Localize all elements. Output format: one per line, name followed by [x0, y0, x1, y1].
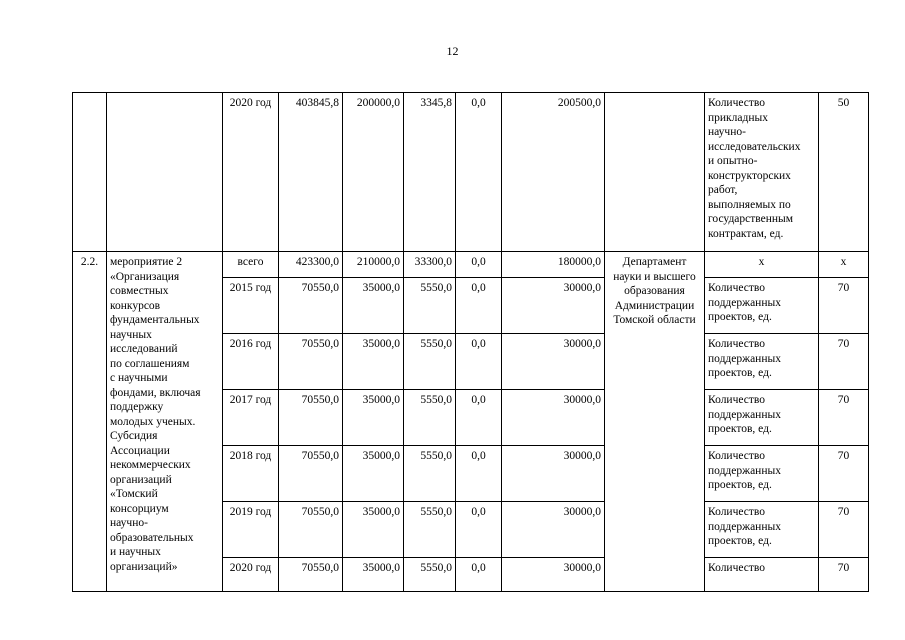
indicator-cell: Количество поддержанных проектов, ед. — [705, 502, 819, 558]
extrabudgetary-cell: 30000,0 — [502, 446, 605, 502]
measure-description: мероприятие 2 «Организация совместных конкурсов фундаментальных научных исследований по соглашениям с научными фондами, включая поддержку молодых ученых. Субсидия Ассоциации некоммерческих организаций «Томский консорциум научно- образовательных и научных организаций» — [107, 252, 223, 592]
federal-budget-cell: 35000,0 — [343, 390, 404, 446]
year-cell: 2019 год — [223, 502, 279, 558]
local-budget-cell: 0,0 — [456, 446, 502, 502]
indicator-value-cell: 50 — [819, 93, 869, 252]
local-budget-cell: 0,0 — [456, 252, 502, 278]
local-budget-cell: 0,0 — [456, 502, 502, 558]
indicator-cell: х — [705, 252, 819, 278]
number-cell — [73, 93, 107, 252]
page-number: 12 — [446, 44, 459, 58]
year-cell: 2016 год — [223, 334, 279, 390]
indicator-cell: Количество поддержанных проектов, ед. — [705, 446, 819, 502]
indicator-value-cell: 70 — [819, 502, 869, 558]
federal-budget-cell: 35000,0 — [343, 502, 404, 558]
table-row — [73, 252, 869, 278]
total-cell: 70550,0 — [279, 446, 343, 502]
regional-budget-cell: 5550,0 — [404, 278, 456, 334]
year-cell: 2017 год — [223, 390, 279, 446]
program-measures-table — [72, 92, 869, 592]
local-budget-cell: 0,0 — [456, 278, 502, 334]
federal-budget-cell: 35000,0 — [343, 446, 404, 502]
federal-budget-cell: 35000,0 — [343, 558, 404, 592]
regional-budget-cell: 5550,0 — [404, 390, 456, 446]
local-budget-cell: 0,0 — [456, 334, 502, 390]
indicator-value-cell: 70 — [819, 390, 869, 446]
federal-budget-cell: 210000,0 — [343, 252, 404, 278]
indicator-cell: Количество прикладных научно- исследовательских и опытно- конструкторских работ, выполняемых по государственным контрактам, ед. — [705, 93, 819, 252]
indicator-value-cell: 70 — [819, 558, 869, 592]
extrabudgetary-cell: 200500,0 — [502, 93, 605, 252]
total-cell: 423300,0 — [279, 252, 343, 278]
local-budget-cell: 0,0 — [456, 558, 502, 592]
regional-budget-cell: 3345,8 — [404, 93, 456, 252]
indicator-value-cell: 70 — [819, 446, 869, 502]
total-cell: 70550,0 — [279, 278, 343, 334]
total-cell: 70550,0 — [279, 334, 343, 390]
federal-budget-cell: 200000,0 — [343, 93, 404, 252]
indicator-cell: Количество — [705, 558, 819, 592]
year-cell: 2018 год — [223, 446, 279, 502]
measure-executor: Департамент науки и высшего образования Администрации Томской области — [605, 252, 705, 592]
extrabudgetary-cell: 30000,0 — [502, 278, 605, 334]
regional-budget-cell: 33300,0 — [404, 252, 456, 278]
executor-cell — [605, 93, 705, 252]
regional-budget-cell: 5550,0 — [404, 502, 456, 558]
indicator-cell: Количество поддержанных проектов, ед. — [705, 334, 819, 390]
extrabudgetary-cell: 30000,0 — [502, 502, 605, 558]
indicator-cell: Количество поддержанных проектов, ед. — [705, 390, 819, 446]
extrabudgetary-cell: 30000,0 — [502, 334, 605, 390]
year-cell: 2020 год — [223, 93, 279, 252]
indicator-value-cell: 70 — [819, 334, 869, 390]
extrabudgetary-cell: 30000,0 — [502, 558, 605, 592]
extrabudgetary-cell: 180000,0 — [502, 252, 605, 278]
total-cell: 70550,0 — [279, 502, 343, 558]
measure-number: 2.2. — [73, 252, 107, 592]
indicator-value-cell: х — [819, 252, 869, 278]
federal-budget-cell: 35000,0 — [343, 334, 404, 390]
regional-budget-cell: 5550,0 — [404, 558, 456, 592]
indicator-cell: Количество поддержанных проектов, ед. — [705, 278, 819, 334]
federal-budget-cell: 35000,0 — [343, 278, 404, 334]
total-cell: 70550,0 — [279, 558, 343, 592]
year-cell: 2020 год — [223, 558, 279, 592]
year-cell: 2015 год — [223, 278, 279, 334]
table-row — [73, 93, 869, 252]
local-budget-cell: 0,0 — [456, 390, 502, 446]
extrabudgetary-cell: 30000,0 — [502, 390, 605, 446]
indicator-value-cell: 70 — [819, 278, 869, 334]
regional-budget-cell: 5550,0 — [404, 334, 456, 390]
total-cell: 70550,0 — [279, 390, 343, 446]
description-cell — [107, 93, 223, 252]
regional-budget-cell: 5550,0 — [404, 446, 456, 502]
local-budget-cell: 0,0 — [456, 93, 502, 252]
year-cell: всего — [223, 252, 279, 278]
total-cell: 403845,8 — [279, 93, 343, 252]
